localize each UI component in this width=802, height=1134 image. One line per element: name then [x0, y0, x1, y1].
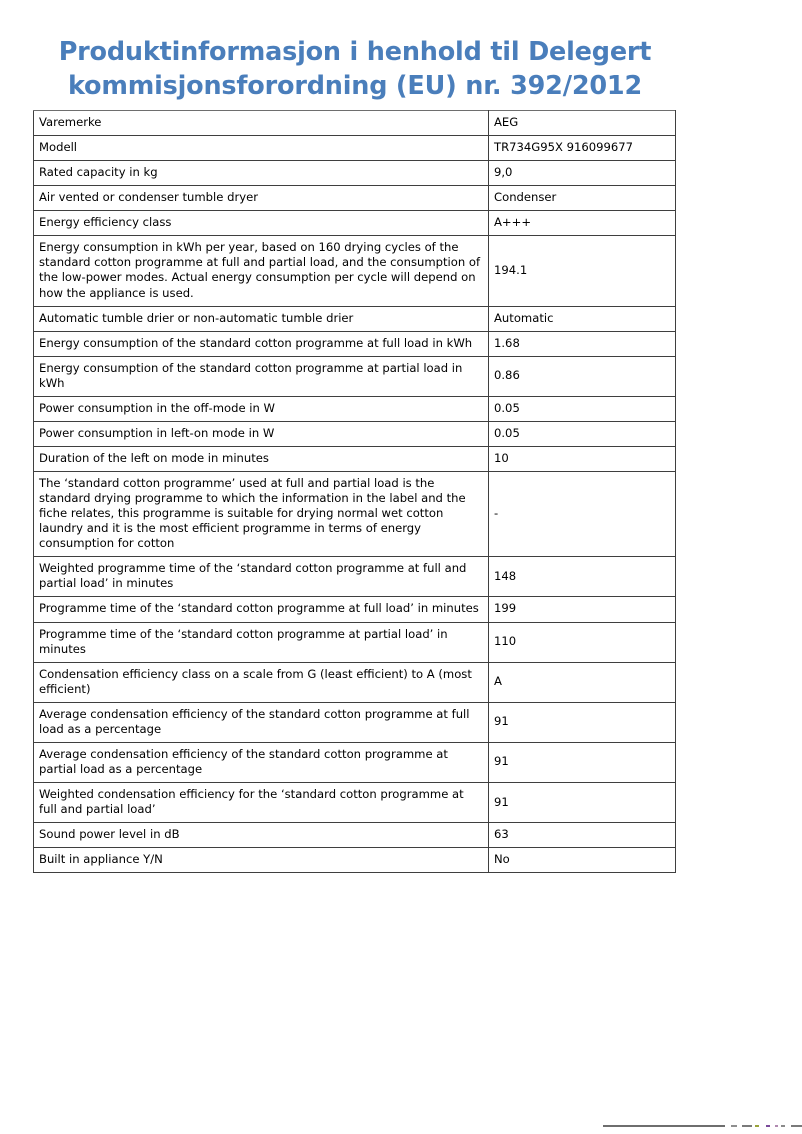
table-row [34, 662, 676, 702]
table-row [34, 396, 676, 421]
table-cell-value: 91 [489, 742, 676, 782]
table-row [34, 111, 676, 136]
table-cell-value: Condenser [489, 186, 676, 211]
table-cell-value: No [489, 848, 676, 873]
page-title-line-2: kommisjonsforordning (EU) nr. 392/2012 [67, 70, 643, 101]
table-row [34, 161, 676, 186]
table-cell-label: Weighted condensation efficiency for the ‘standard cotton programme at full and partial load’ [34, 783, 489, 823]
table-cell-label: Rated capacity in kg [34, 161, 489, 186]
footer-segment [781, 1125, 785, 1127]
table-row [34, 823, 676, 848]
table-cell-value: AEG [489, 111, 676, 136]
table-cell-value: A [489, 662, 676, 702]
table-cell-label: Energy efficiency class [34, 211, 489, 236]
table-row [34, 236, 676, 306]
table-cell-label: Condensation efficiency class on a scale from G (least efficient) to A (most efficient) [34, 662, 489, 702]
page-title-line-1: Produktinformasjon i henhold til Delegert [58, 37, 652, 67]
table-cell-label: Power consumption in the off-mode in W [34, 396, 489, 421]
table-row [34, 783, 676, 823]
footer-segment [775, 1125, 778, 1127]
table-cell-value: TR734G95X 916099677 [489, 136, 676, 161]
table-cell-value: - [489, 472, 676, 557]
table-cell-label: Programme time of the ‘standard cotton programme at partial load’ in minutes [34, 622, 489, 662]
table-cell-label: Average condensation efficiency of the standard cotton programme at full load as a percentage [34, 702, 489, 742]
table-row [34, 211, 676, 236]
table-row [34, 472, 676, 557]
product-fiche-body [34, 111, 676, 873]
table-row [34, 557, 676, 597]
table-row [34, 331, 676, 356]
table-cell-value: 0.05 [489, 421, 676, 446]
table-row [34, 186, 676, 211]
table-cell-label: Air vented or condenser tumble dryer [34, 186, 489, 211]
page-title [33, 36, 677, 103]
table-cell-label: Built in appliance Y/N [34, 848, 489, 873]
footer-segment [791, 1125, 802, 1127]
table-cell-label: Energy consumption of the standard cotton programme at full load in kWh [34, 331, 489, 356]
table-row [34, 356, 676, 396]
table-cell-label: Programme time of the ‘standard cotton programme at full load’ in minutes [34, 597, 489, 622]
table-cell-value: 10 [489, 446, 676, 471]
table-row [34, 848, 676, 873]
table-row [34, 702, 676, 742]
table-cell-value: 110 [489, 622, 676, 662]
table-cell-label: Duration of the left on mode in minutes [34, 446, 489, 471]
table-cell-value: 0.86 [489, 356, 676, 396]
table-cell-value: A+++ [489, 211, 676, 236]
footer-segment [766, 1125, 770, 1127]
footer-segment [742, 1125, 752, 1127]
table-cell-label: Power consumption in left-on mode in W [34, 421, 489, 446]
footer-segment [603, 1125, 725, 1127]
table-cell-label: The ‘standard cotton programme’ used at full and partial load is the standard drying programme to which the information in the label and the fiche relates, this programme is suitable for drying normal wet cotton laundry and it is the most efficient programme in terms of energy consumption for cotton [34, 472, 489, 557]
table-cell-value: 63 [489, 823, 676, 848]
table-cell-value: 91 [489, 783, 676, 823]
table-cell-value: 148 [489, 557, 676, 597]
table-row [34, 622, 676, 662]
table-cell-label: Energy consumption in kWh per year, based on 160 drying cycles of the standard cotton programme at full and partial load, and the consumption of the low-power modes. Actual energy consumption per cycle will depend on how the appliance is used. [34, 236, 489, 306]
table-cell-value: 1.68 [489, 331, 676, 356]
table-row [34, 421, 676, 446]
table-cell-value: 0.05 [489, 396, 676, 421]
table-cell-value: 199 [489, 597, 676, 622]
table-cell-value: Automatic [489, 306, 676, 331]
table-cell-label: Weighted programme time of the ‘standard cotton programme at full and partial load’ in minutes [34, 557, 489, 597]
table-row [34, 742, 676, 782]
table-cell-label: Average condensation efficiency of the standard cotton programme at partial load as a percentage [34, 742, 489, 782]
footer-segment [731, 1125, 737, 1127]
page-footer-artifact [603, 1125, 802, 1127]
product-fiche-table [33, 110, 676, 873]
table-cell-label: Automatic tumble drier or non-automatic tumble drier [34, 306, 489, 331]
table-cell-value: 9,0 [489, 161, 676, 186]
table-cell-label: Modell [34, 136, 489, 161]
table-row [34, 136, 676, 161]
table-row [34, 597, 676, 622]
table-cell-label: Varemerke [34, 111, 489, 136]
table-row [34, 306, 676, 331]
table-cell-label: Sound power level in dB [34, 823, 489, 848]
footer-segment [755, 1125, 759, 1127]
table-cell-value: 194.1 [489, 236, 676, 306]
table-row [34, 446, 676, 471]
table-cell-value: 91 [489, 702, 676, 742]
table-cell-label: Energy consumption of the standard cotton programme at partial load in kWh [34, 356, 489, 396]
